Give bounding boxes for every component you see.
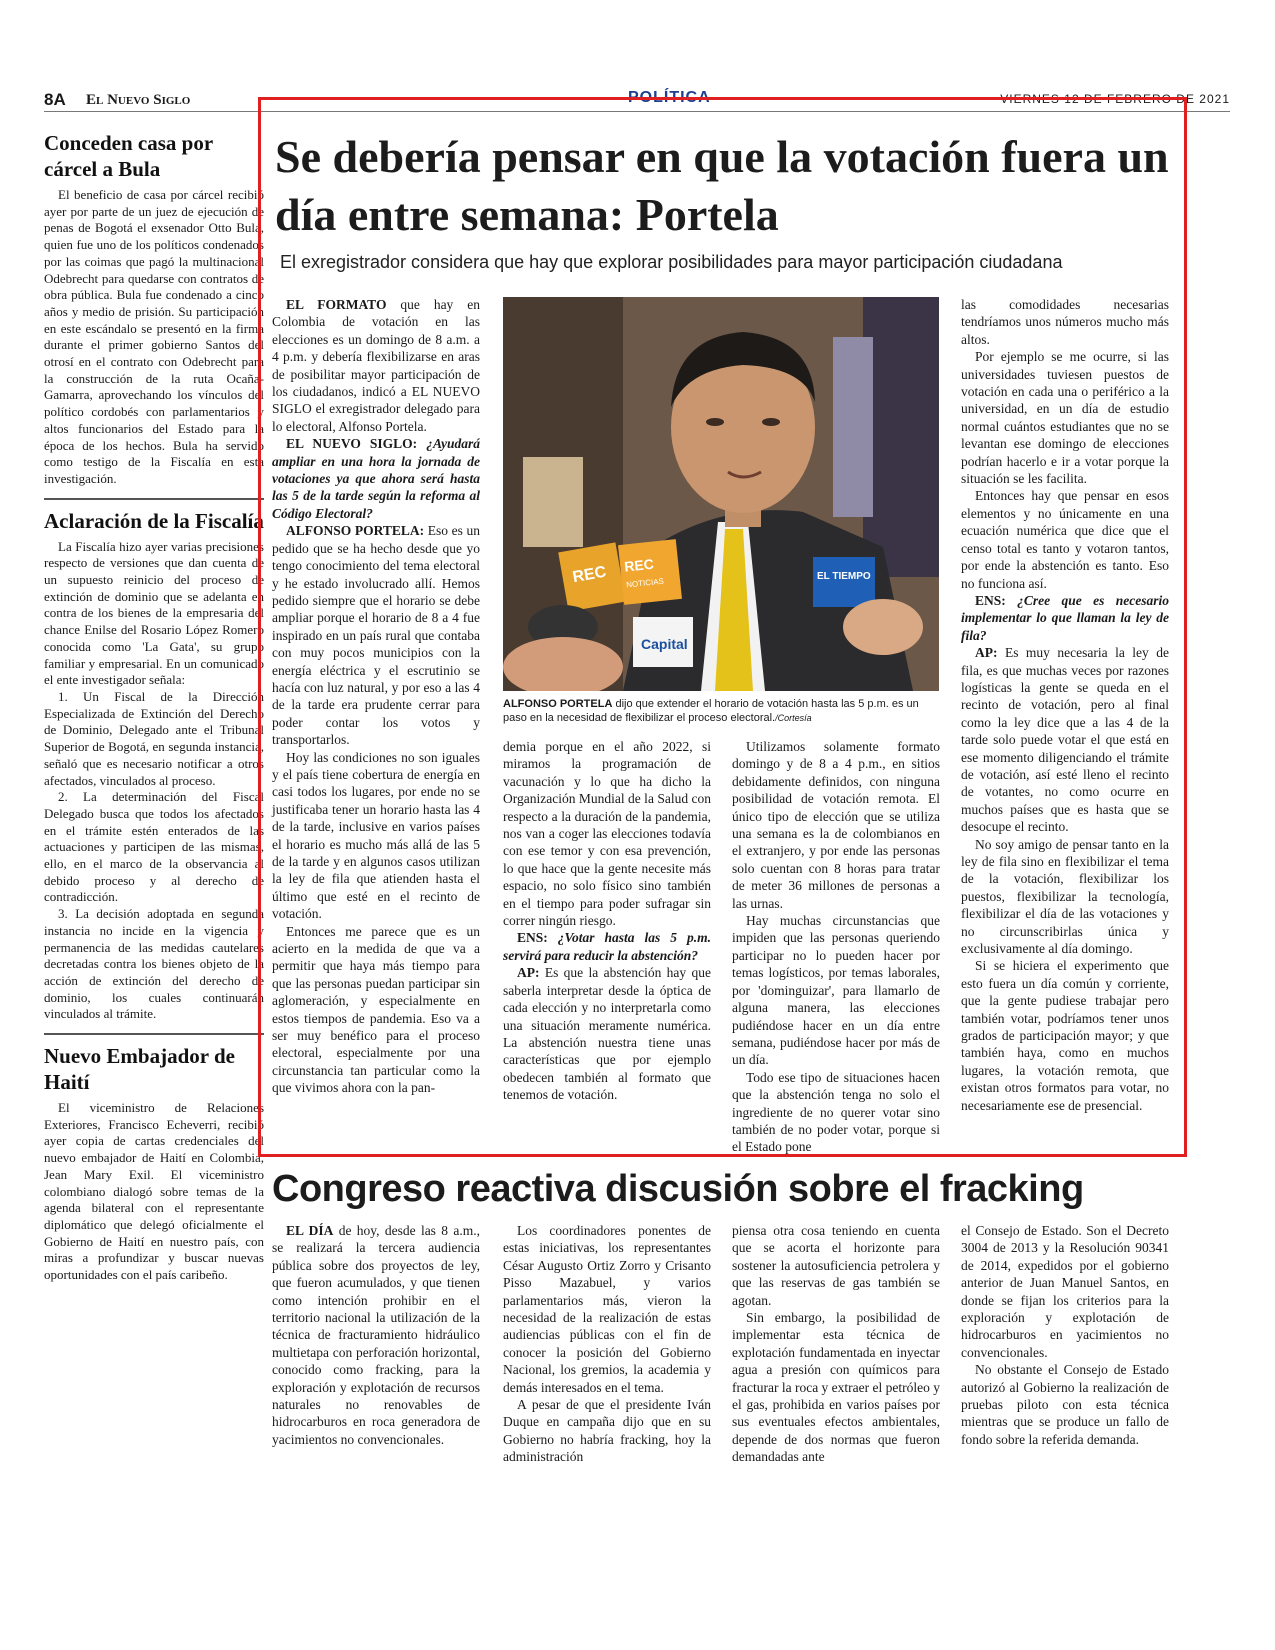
paragraph: piensa otra cosa teniendo en cuenta que se acorta el horizonte para sostener la autosuficiencia petrolera y que las reservas de gas también se agotan. bbox=[732, 1223, 940, 1308]
brief-bula bbox=[44, 130, 264, 488]
section-label: POLÍTICA bbox=[628, 89, 711, 106]
paragraph: No obstante el Consejo de Estado autorizó al Gobierno la realización de pruebas piloto con esta técnica mientras que se produce un fallo de fondo sobre la referida demanda. bbox=[961, 1362, 1169, 1447]
brief-paragraph: El beneficio de casa por cárcel recibió ayer por parte de un juez de ejecución de penas de Bogotá el exsenador Otto Bula, quien fue uno de los políticos condenados por las coimas que pagó la multinacional Odebrecht para quedarse con contratos de obra pública. Bula fue condenado a cinco años y medio de prisión. Su participación en este escándalo se presentó en la firma durante el primer gobierno Santos del otrosí en el contrato con Odebrecht para la construcción de la ruta Ocaña-Gamarra, aprovechando los vínculos del político cordobés con parlamentarios y altos funcionarios del Estado para la época de los hechos. Bula ha servido como testigo de la Fiscalía en esta investigación. bbox=[44, 187, 264, 486]
paragraph: que hay en Colombia de votación en las elecciones es un domingo de 8 a.m. a 4 p.m. y debería flexibilizarse en aras de posibilitar mayor participación de los ciudadanos, indicó a EL NUEVO SIGLO el exregistrador delegado para lo electoral, Alfonso Portela. bbox=[272, 297, 480, 434]
question: ¿Ayudará ampliar en una hora la jornada de votaciones ya que ahora será hasta las 5 de la tarde según la reforma al Código Electoral? bbox=[272, 436, 480, 521]
mic-label: REC bbox=[623, 555, 655, 575]
brief-paragraph: La Fiscalía hizo ayer varias precisiones respecto de versiones que dan cuenta de un supuesto reinicio del proceso de extinción de dominio que se adelanta en contra de los bienes de la empresaria del chance Enilse del Rosario López Romero conocida como 'La Gata', su grupo familiar y empresarial. En un comunicado el ente investigador señala: bbox=[44, 538, 264, 688]
brief-paragraph: El viceministro de Relaciones Exteriores, Francisco Echeverri, recibió ayer copia de cartas credenciales del nuevo embajador de Haití en Colombia, Jean Mary Exil. El viceministro colombiano dialogó sobre temas de la agenda bilateral con el representante diplomático que delegó oficialmente el Gobierno de Haití en nuestro país, con miras a profundizar y buscar nuevas oportunidades con el país caribeño. bbox=[44, 1100, 264, 1283]
paragraph: Utilizamos solamente formato domingo y de 8 a 4 p.m., en sitios debidamente definidos, con ninguna posibilidad de votación remota. El único tipo de elección que se utiliza una semana es la de colombianos en el extranjero, y por ende las personas solo cuentan con 8 horas para tratar de meter 36 millones de personas a las urnas. bbox=[732, 739, 940, 911]
caption-text: dijo que extender el horario de votación hasta las 5 p.m. es un paso en la necesidad de flexibilizar el proceso electoral. bbox=[503, 698, 919, 724]
paragraph: Hay muchas circunstancias que impiden que las personas queriendo participar no lo pueden hacer por temas logísticos, por temas laborales, por 'dominguizar', para llamarlo de alguna manera, las elecciones pudiéndose hacer en un día entre semana, pudiéndose hacer por más de un día. bbox=[732, 913, 940, 1068]
paragraph: Por ejemplo se me ocurre, si las universidades tuviesen puestos de votación en cada una o periférico a la universidad, en un día de estudio normal cuántos estudiantes que no se levantan ese domingo de elecciones podrían hacerlo e ir a votar porque la situación se les facilita. bbox=[961, 349, 1169, 487]
question: ¿Votar hasta las 5 p.m. servirá para reducir la abstención? bbox=[503, 930, 711, 963]
brief-paragraph: 1. Un Fiscal de la Dirección Especializada de Extinción del Derecho de Dominio, Delegado ante el Tribunal Superior de Bogotá, en segunda instancia, señaló que es necesario notificar a otros afectados, vinculados al proceso. bbox=[44, 688, 264, 788]
speaker: ENS: bbox=[517, 930, 548, 946]
mic-label: Capital bbox=[641, 636, 688, 652]
second-column-3 bbox=[732, 1222, 940, 1466]
paragraph: Entonces hay que pensar en esos elementos y no únicamente en una ecuación numérica que dice que el censo total es tanto y votaron tantos, por ende la abstención es tanto. Eso no funciona así. bbox=[961, 488, 1169, 591]
paragraph: de hoy, desde las 8 a.m., se realizará la tercera audiencia pública sobre dos proyectos de ley, que fueron acumulados, y que tienen como intención prohibir en el territorio nacional la utilización de la técnica de fracturamiento hidráulico multietapa con perforación horizontal, conocido como fracking, para la exploración y explotación de recursos naturales no renovables de hidrocarburos en roca generadora de yacimientos no convencionales. bbox=[272, 1223, 480, 1447]
brief-fiscalia bbox=[44, 508, 264, 1023]
answer: Es muy necesaria la ley de fila, es que muchas veces por razones logísticas la gente se queda en el recinto de votación, pero al final como la ley dice que a las 4 de la tarde solo puede votar el que está en ese momento diligenciando el trámite de votación, así esté lleno el recinto de votantes, no como ocurre en muchos países que es hasta que se desocupe el recinto. bbox=[961, 645, 1169, 835]
issue-date: VIERNES 12 DE FEBRERO DE 2021 bbox=[1000, 92, 1230, 106]
paragraph: Los coordinadores ponentes de estas iniciativas, los representantes César Augusto Ortiz Zorro y Crisanto Pisso Mazabuel, y varios parlamentarios más, vieron la necesidad de la realización de estas audiencias públicas con el fin de conocer la posición del Gobierno Nacional, los gremios, la academia y demás interesados en el tema. bbox=[503, 1223, 711, 1395]
mic-label: NOTICIAS bbox=[625, 576, 665, 590]
newspaper-brand: El Nuevo Siglo bbox=[86, 92, 191, 108]
brief-paragraph: 2. La determinación del Fiscal Delegado busca que todos los afectados en el trámite estén enterados de las actuaciones y participen de las mismas, ello, en el marco de la observancia al debido proceso y al derecho de contradicción. bbox=[44, 789, 264, 905]
paragraph: Si se hiciera el experimento que esto fuera un día común y corriente, que la gente pudiese trabajar pero también votar, podríamos tener unos grados de participación mayor; y que también haya, como en muchos lugares, la votación remota, que existan otros formatos para votar, no necesariamente ese de presencial. bbox=[961, 958, 1169, 1113]
main-column-3 bbox=[732, 738, 940, 1156]
brief-title: Nuevo Embajador de Haití bbox=[44, 1044, 235, 1095]
divider bbox=[44, 1033, 264, 1035]
answer: Es que la abstención hay que saberla interpretar desde la óptica de cada elección y no interpretarla como una situación meramente numérica. La abstención nuestra tiene unas características que por ejemplo obedecen también al formato que tenemos de votación. bbox=[503, 965, 711, 1103]
answer: Eso es un pedido que se ha hecho desde que yo tengo conocimiento del tema electoral y he estado involucrado allí. Hemos pedido siempre que el horario se debe ampliar porque el horario de 8 a 4 fue inspirado en un país rural que contaba con muy pocos municipios con la energía eléctrica y el escrutinio se hacía con luz natural, y por eso a las 4 de la tarde era prudente cerrar para poder contar los votos y transportarlos. bbox=[272, 523, 480, 748]
brief-title: Aclaración de la Fiscalía bbox=[44, 508, 264, 533]
second-column-4 bbox=[961, 1222, 1169, 1448]
photo-illustration bbox=[503, 297, 939, 691]
speaker: AP: bbox=[975, 645, 998, 661]
caption-name: ALFONSO PORTELA bbox=[503, 698, 613, 710]
photo-credit: /Cortesía bbox=[775, 713, 812, 723]
paragraph: el Consejo de Estado. Son el Decreto 3004 de 2013 y la Resolución 90341 de 2014, expedidos por el gobierno anterior de Juan Manuel Santos, en donde se fijan los criterios para la exploración y explotación de hidrocarburos en yacimientos no convencionales. bbox=[961, 1223, 1169, 1360]
second-column-2 bbox=[503, 1222, 711, 1466]
main-column-4 bbox=[961, 296, 1169, 1114]
brief-title: Conceden casa por cárcel a Bula bbox=[44, 131, 213, 181]
paragraph: demia porque en el año 2022, si miramos la programación de vacunación y lo que ha dicho la Organización Mundial de la Salud con respecto a la duración de la pandemia, nos van a coger las elecciones todavía con ese temor y con esa prevención, lo que hace que la gente necesite más espacio, no solo físico sino también en el tiempo para poder sufragar sin correr ningún riesgo. bbox=[503, 739, 711, 929]
main-subheadline: El exregistrador considera que hay que explorar posibilidades para mayor participación ciudadana bbox=[280, 252, 1063, 272]
paragraph: Sin embargo, la posibilidad de implementar esta técnica de explotación fundamentada en inyectar agua a presión con químicos para fracturar la roca y extraer el petróleo y el gas, prohibida en varios países por sus eventuales efectos ambientales, depende de dos normas que fueron demandadas ante bbox=[732, 1310, 940, 1465]
brief-paragraph: 3. La decisión adoptada en segunda instancia no incide en la vigencia y permanencia de las medidas cautelares decretadas contra los bienes objeto de la acción de extinción del derecho de dominio, los cuales continuarán vinculados al trámite. bbox=[44, 906, 264, 1022]
main-column-2 bbox=[503, 738, 711, 1104]
mic-label: REC bbox=[571, 563, 608, 587]
portela-photo bbox=[503, 297, 939, 691]
sidebar-briefs bbox=[44, 130, 264, 1294]
speaker: ENS: bbox=[975, 592, 1006, 608]
lead-in: EL DÍA bbox=[286, 1223, 334, 1238]
main-column-1 bbox=[272, 296, 480, 1097]
paragraph: Hoy las condiciones no son iguales y el país tiene cobertura de energía en casi todos los lugares, por ende no se justificaba tener un horario hasta las 4 de la tarde, inclusive en varios países el horario es mucho más allá de las 5 de la tarde y en algunos casos utilizan la ley de fila que atienden hasta el último que esté en el recinto de votación. bbox=[272, 749, 480, 922]
photo-caption bbox=[503, 697, 939, 725]
second-column-1 bbox=[272, 1222, 480, 1448]
question: ¿Cree que es necesario implementar lo que llaman la ley de fila? bbox=[961, 592, 1169, 643]
speaker: AP: bbox=[517, 965, 540, 981]
paragraph: A pesar de que el presidente Iván Duque en campaña dijo que en su Gobierno no habría fracking, hoy la administración bbox=[503, 1397, 711, 1465]
paragraph: Todo ese tipo de situaciones hacen que la abstención tenga no solo el ingrediente de no querer votar sino también de no poder votar, porque si el Estado pone bbox=[732, 1069, 940, 1155]
mic-label: EL TIEMPO bbox=[817, 571, 871, 582]
lead-in: EL FORMATO bbox=[286, 297, 387, 312]
speaker: ALFONSO PORTELA: bbox=[286, 523, 425, 539]
page-number: 8A bbox=[44, 90, 66, 109]
speaker: EL NUEVO SIGLO: bbox=[286, 436, 418, 452]
divider bbox=[44, 498, 264, 500]
brief-haiti bbox=[44, 1043, 264, 1284]
paragraph: las comodidades necesarias tendríamos unos números mucho más altos. bbox=[961, 297, 1169, 347]
paragraph: Entonces me parece que es un acierto en la medida de que va a permitir que haya más tiempo para que las personas puedan participar sin aglomeración, y especialmente en estos tiempos de pandemia. Eso va a ser muy benéfico para el proceso electoral, especialmente por una circunstancia tan particular como la que vivimos ahora con la pan- bbox=[272, 923, 480, 1096]
second-headline: Congreso reactiva discusión sobre el fracking bbox=[272, 1168, 1084, 1210]
paragraph: No soy amigo de pensar tanto en la ley de fila sino en flexibilizar el tema de la votación, flexibilizar los puestos, flexibilizar la tecnología, flexibilizar el día de las votaciones y no circunscribirlas única y exclusivamente al día domingo. bbox=[961, 836, 1169, 957]
main-headline: Se debería pensar en que la votación fuera un día entre semana: Portela bbox=[275, 131, 1169, 240]
